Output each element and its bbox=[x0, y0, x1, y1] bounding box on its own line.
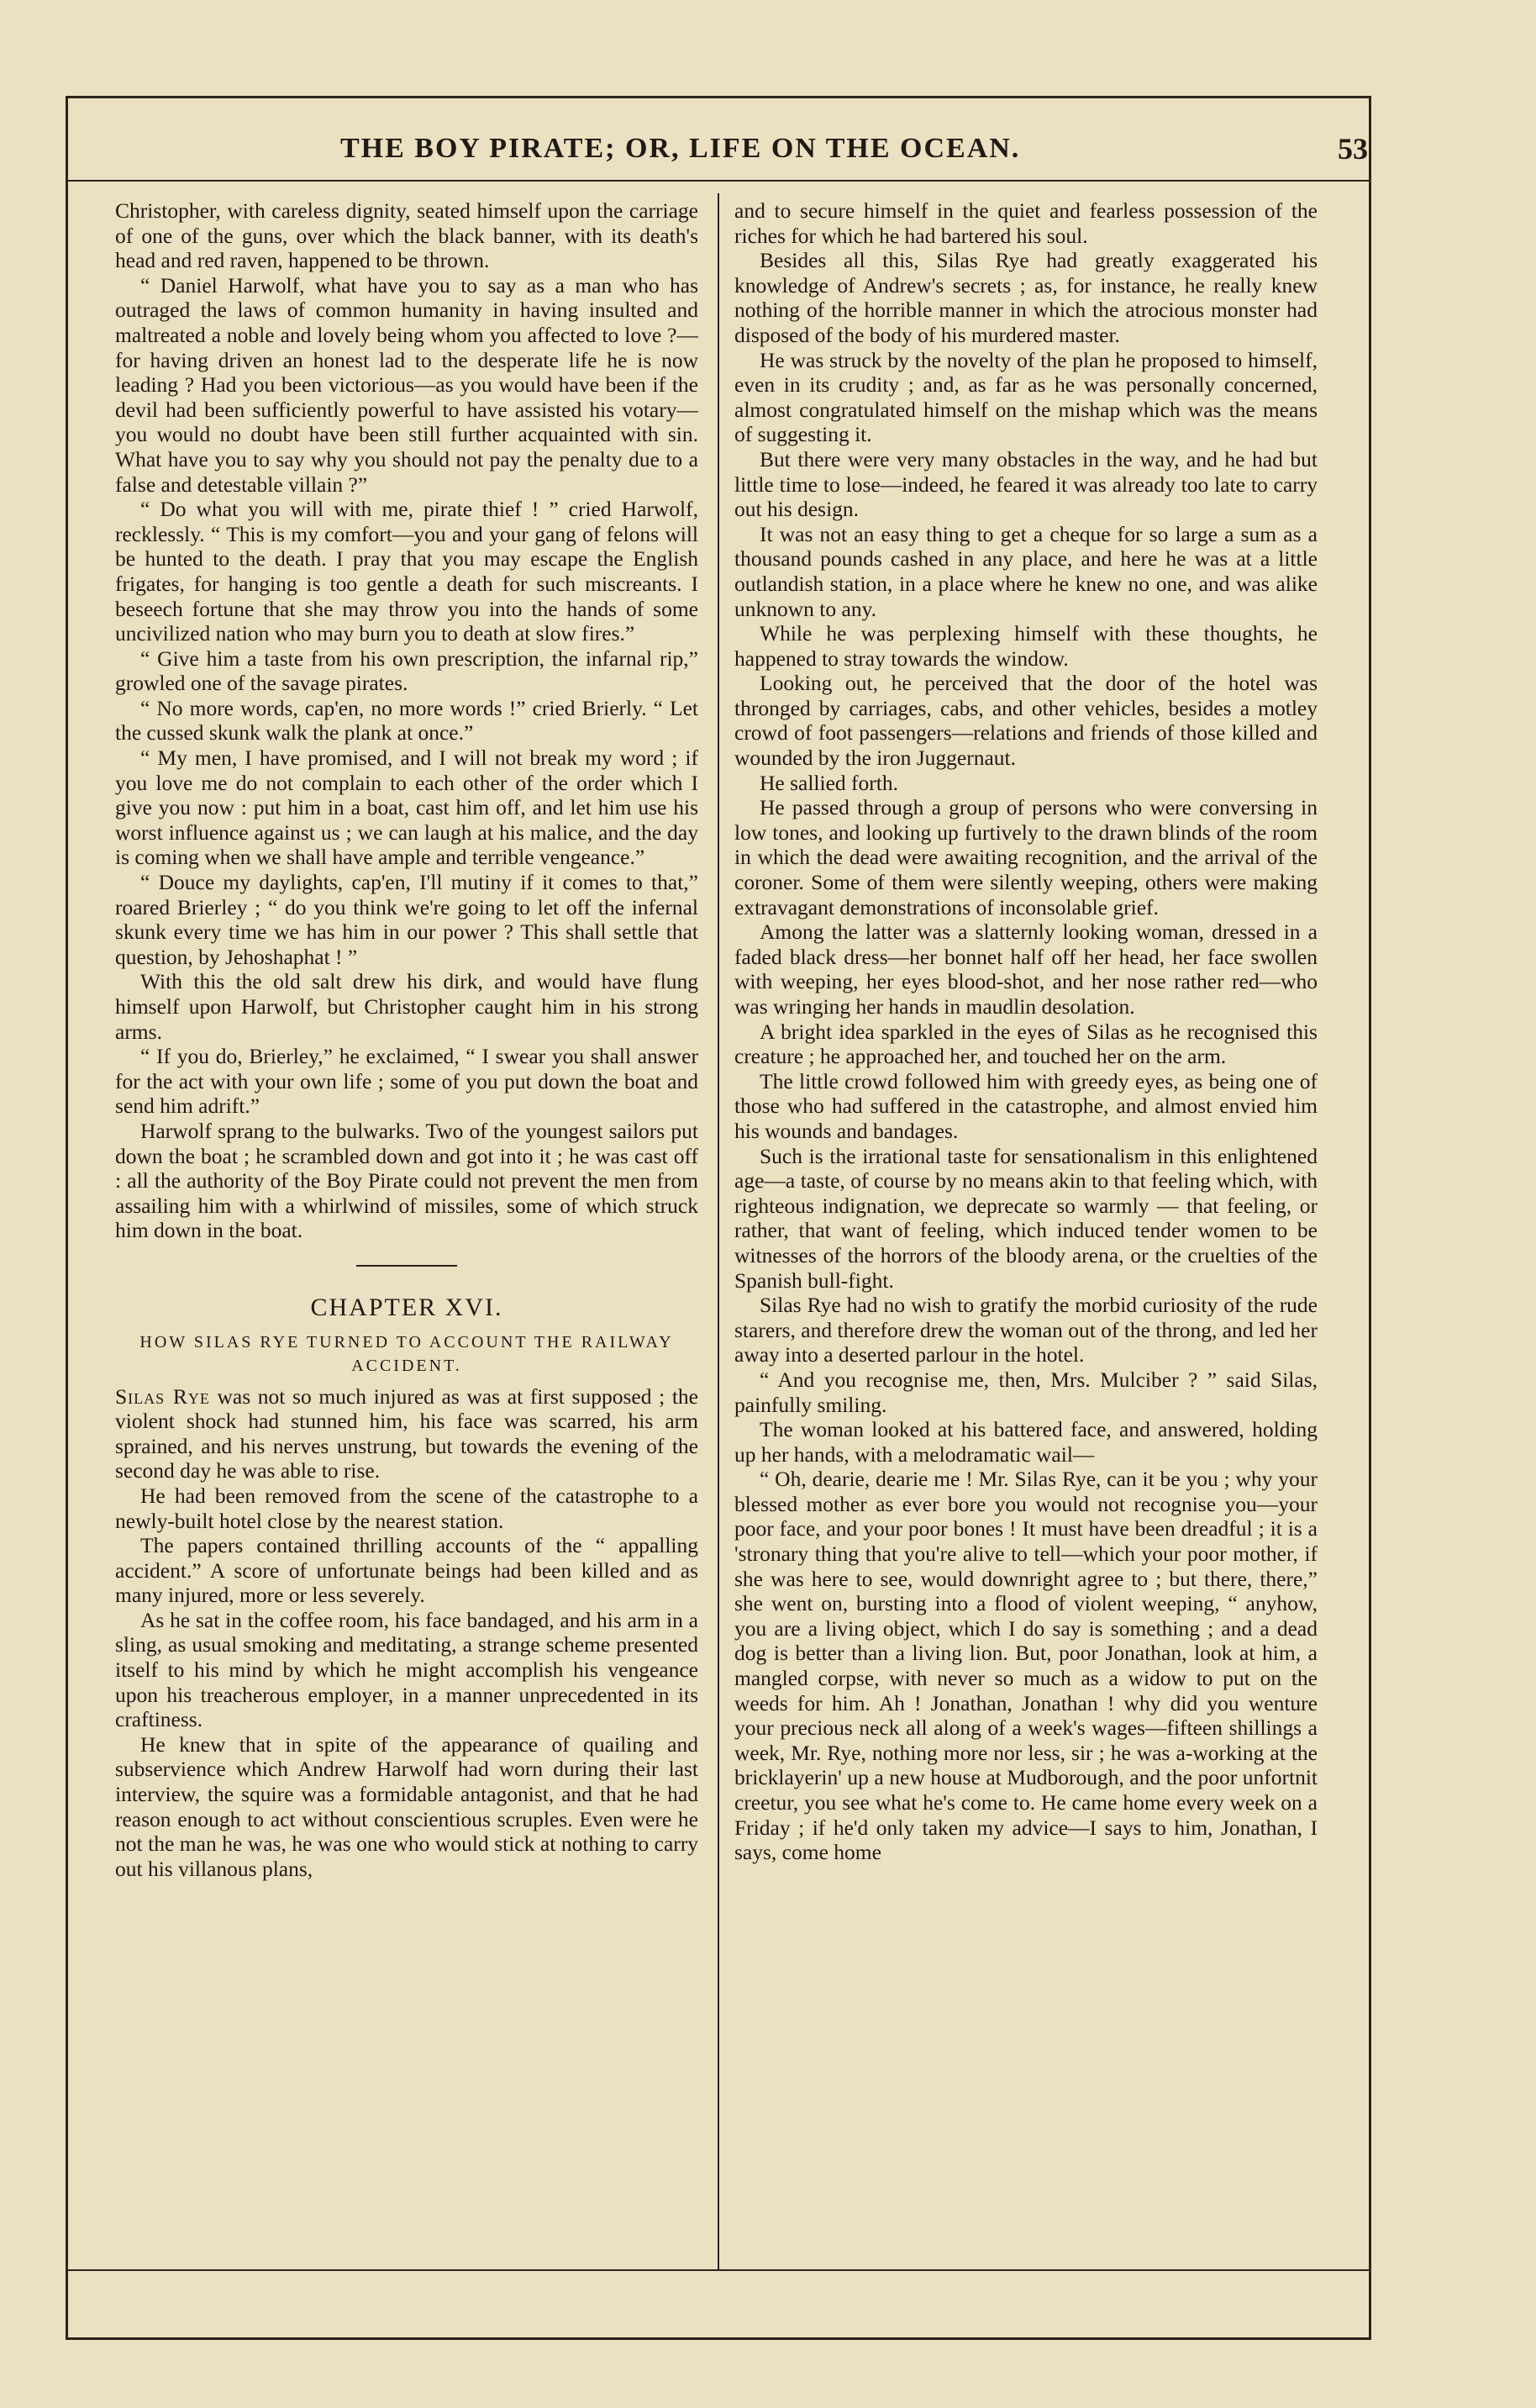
paragraph: But there were very many obstacles in the way, and he had but little time to lose—indeed, he feared it was already too late to carry out his design. bbox=[734, 446, 1318, 522]
paragraph: Silas Rye had no wish to gratify the morbid curiosity of the rude starers, and therefore drew the woman out of the throng, and led her away into a deserted parlour in the hotel. bbox=[734, 1293, 1318, 1367]
paragraph: “ Oh, dearie, dearie me ! Mr. Silas Rye, can it be you ; why your blessed mother as ever bore you would not recognise you—your poor face, and your poor bones ! It must have been dreadful ; it is a 'stronary thing that you're alive to tell—which your poor mother, if she was here to see, would downright agree to ; but there, there,” she went on, bursting into a flood of violent weeping, “ anyhow, you are a living object, which I do say is something ; and a dead dog is better than a living lion. But, poor Jonathan, look at him, a mangled corpse, with never so much as a widow to put on the weeds for him. Ah ! Jonathan, Jonathan ! why did you wenture your precious neck all along of a week's wages—fifteen shillings a week, Mr. Rye, nothing more nor less, sir ; he was a-working at the bricklayerin' up a new house at Mudborough, and the poor unfortnit creetur, you see what he's come to. He came home every week on a Friday ; if he'd only taken my advice—I says to him, Jonathan, I says, come home bbox=[734, 1467, 1318, 1865]
paragraph: Among the latter was a slatternly looking woman, dressed in a faded black dress—her bonnet half off her head, her face swollen with weeping, her eyes blood-shot, and her nose rather red—who was wringing her hands in maudlin desolation. bbox=[734, 919, 1318, 1019]
left-border-rule bbox=[66, 96, 68, 2340]
paragraph: While he was perplexing himself with these thoughts, he happened to stray towards the window. bbox=[734, 621, 1318, 671]
right-border-rule bbox=[1369, 96, 1371, 2340]
paragraph: “ Do what you will with me, pirate thief ! ” cried Harwolf, recklessly. “ This is my comfort—you and your gang of felons will be hunted to the death. I pray that you may escape the English frigates, for hanging is too gentle a death for such miscreants. I beseech fortune that she may throw you into the hands of some uncivilized nation who may burn you to death at slow fires.” bbox=[115, 497, 698, 646]
paragraph: “ Daniel Harwolf, what have you to say as a man who has outraged the laws of common humanity in having insulted and maltreated a noble and lovely being whom you affected to love ?—for having driven an honest lad to the desperate life he is now leading ? Had you been victorious—as you would have been if the devil had been sufficiently powerful to have assisted his votary—you would no doubt have been still further acquainted with sin. What have you to say why you should not pay the penalty due to a false and detestable villain ?” bbox=[115, 272, 698, 497]
paragraph: “ My men, I have promised, and I will not break my word ; if you love me do not complain to each other of the order which I give you now : put him in a boat, cast him off, and let him use his worst influence against us ; we can laugh at his malice, and the day is coming when we shall have ample and terrible vengeance.” bbox=[115, 746, 698, 870]
paragraph: “ Give him a taste from his own prescription, the infarnal rip,” growled one of the savage pirates. bbox=[115, 645, 698, 696]
paragraph: He was struck by the novelty of the plan he proposed to himself, even in its crudity ; and, as far as he was personally concerned, almost congratulated himself on the mishap which was the means of suggesting it. bbox=[734, 347, 1318, 447]
paragraph: The little crowd followed him with greedy eyes, as being one of those who had suffered in the catastrophe, and almost envied him his wounds and bandages. bbox=[734, 1068, 1318, 1143]
header-rule bbox=[67, 180, 1370, 182]
paragraph: He passed through a group of persons who were conversing in low tones, and looking up furtively to the drawn blinds of the room in which the dead were awaiting recognition, and the arrival of the coroner. Some of them were silently weeping, others were making extravagant demonstrations of inconsolable grief. bbox=[734, 795, 1318, 919]
paragraph: A bright idea sparkled in the eyes of Silas as he recognised this creature ; he approached her, and touched her on the arm. bbox=[734, 1019, 1318, 1069]
paragraph: and to secure himself in the quiet and fearless possession of the riches for which he had bartered his soul. bbox=[734, 198, 1318, 248]
paragraph: Looking out, he perceived that the door of the hotel was thronged by carriages, cabs, and other vehicles, besides a motley crowd of foot passengers—relations and friends of those killed and wounded by the iron Juggernaut. bbox=[734, 671, 1318, 771]
paragraph: The papers contained thrilling accounts of the “ appalling accident.” A score of unfortunate beings had been killed and as many injured, more or less severely. bbox=[115, 1533, 698, 1608]
paragraph: “ Douce my daylights, cap'en, I'll mutiny if it comes to that,” roared Brierley ; “ do you think we're going to let off the infernal skunk every time we has him in our power ? This shall settle that question, by Jehoshaphat ! ” bbox=[115, 870, 698, 969]
chapter-title: CHAPTER XVI. bbox=[310, 1293, 503, 1321]
chapter-separator bbox=[356, 1265, 457, 1267]
paragraph: He sallied forth. bbox=[760, 770, 898, 795]
paragraph: With this the old salt drew his dirk, and would have flung himself upon Harwolf, but Christopher caught him in his strong arms. bbox=[115, 969, 698, 1044]
paragraph: “ No more words, cap'en, no more words !” cried Brierly. “ Let the cussed skunk walk the plank at once.” bbox=[115, 695, 698, 746]
right-column bbox=[734, 198, 1318, 2232]
paragraph: Christopher, with careless dignity, seated himself upon the carriage of one of the guns, over which the black banner, with its death's head and red raven, happened to be thrown. bbox=[115, 198, 698, 273]
chapter-first-paragraph-text: was not so much injured as was at first supposed ; the violent shock had stunned him, his face was scarred, his arm sprained, and his nerves unstrung, but towards the evening of the second day he was able to rise. bbox=[115, 1383, 698, 1483]
top-border-rule bbox=[66, 96, 1371, 98]
running-header bbox=[67, 126, 1368, 177]
paragraph: Harwolf sprang to the bulwarks. Two of the youngest sailors put down the boat ; he scrambled down and got into it ; he was cast off : all the authority of the Boy Pirate could not prevent the men from assailing him with a whirlwind of missiles, some of which struck him down in the boat. bbox=[115, 1118, 698, 1243]
chapter-lead-words: Silas Rye bbox=[115, 1383, 210, 1409]
running-title: THE BOY PIRATE; OR, LIFE ON THE OCEAN. bbox=[340, 133, 1021, 164]
paragraph: Besides all this, Silas Rye had greatly exaggerated his knowledge of Andrew's secrets ; as, for instance, he really knew nothing of the horrible manner in which the atrocious monster had disposed of the body of his murdered master. bbox=[734, 248, 1318, 347]
paragraph: He knew that in spite of the appearance of quailing and subservience which Andrew Harwolf had worn during their last interview, the squire was a formidable antagonist, and that he had reason enough to act without conscientious scruples. Even were he not the man he was, he was one who would stick at nothing to carry out his villanous plans, bbox=[115, 1731, 698, 1881]
paragraph: He had been removed from the scene of the catastrophe to a newly-built hotel close by the nearest station. bbox=[115, 1483, 698, 1533]
left-column bbox=[115, 198, 698, 2232]
paragraph: It was not an easy thing to get a cheque for so large a sum as a thousand pounds cashed in any place, and here he was at a little outlandish station, in a place where he knew no one, and was alike unknown to any. bbox=[734, 521, 1318, 621]
inner-bottom-rule bbox=[67, 2269, 1370, 2271]
paragraph: Such is the irrational taste for sensationalism in this enlightened age—a taste, of course by no means akin to that feeling which, with righteous indignation, we deprecate so warmly — that feeling, or rather, that want of feeling, which induced tender women to be witnesses of the horrors of the bloody arena, or the cruelties of the Spanish bull-fight. bbox=[734, 1143, 1318, 1293]
chapter-first-paragraph bbox=[115, 1384, 698, 1483]
paragraph: “ And you recognise me, then, Mrs. Mulciber ? ” said Silas, painfully smiling. bbox=[734, 1367, 1318, 1417]
paragraph: The woman looked at his battered face, and answered, holding up her hands, with a melodramatic wail— bbox=[734, 1417, 1318, 1467]
page-number: 53 bbox=[1338, 132, 1368, 166]
paragraph: As he sat in the coffee room, his face bandaged, and his arm in a sling, as usual smoking and meditating, a strange scheme presented itself to his mind by which he might accomplish his vengeance upon his treacherous employer, in a manner unprecedented in its craftiness. bbox=[115, 1607, 698, 1732]
column-divider bbox=[718, 193, 719, 2269]
paragraph: “ If you do, Brierley,” he exclaimed, “ I swear you shall answer for the act with your own life ; some of you put down the boat and send him adrift.” bbox=[115, 1044, 698, 1119]
bottom-border-rule bbox=[66, 2337, 1371, 2340]
chapter-subtitle: HOW SILAS RYE TURNED TO ACCOUNT THE RAILWAY ACCIDENT. bbox=[139, 1332, 674, 1375]
